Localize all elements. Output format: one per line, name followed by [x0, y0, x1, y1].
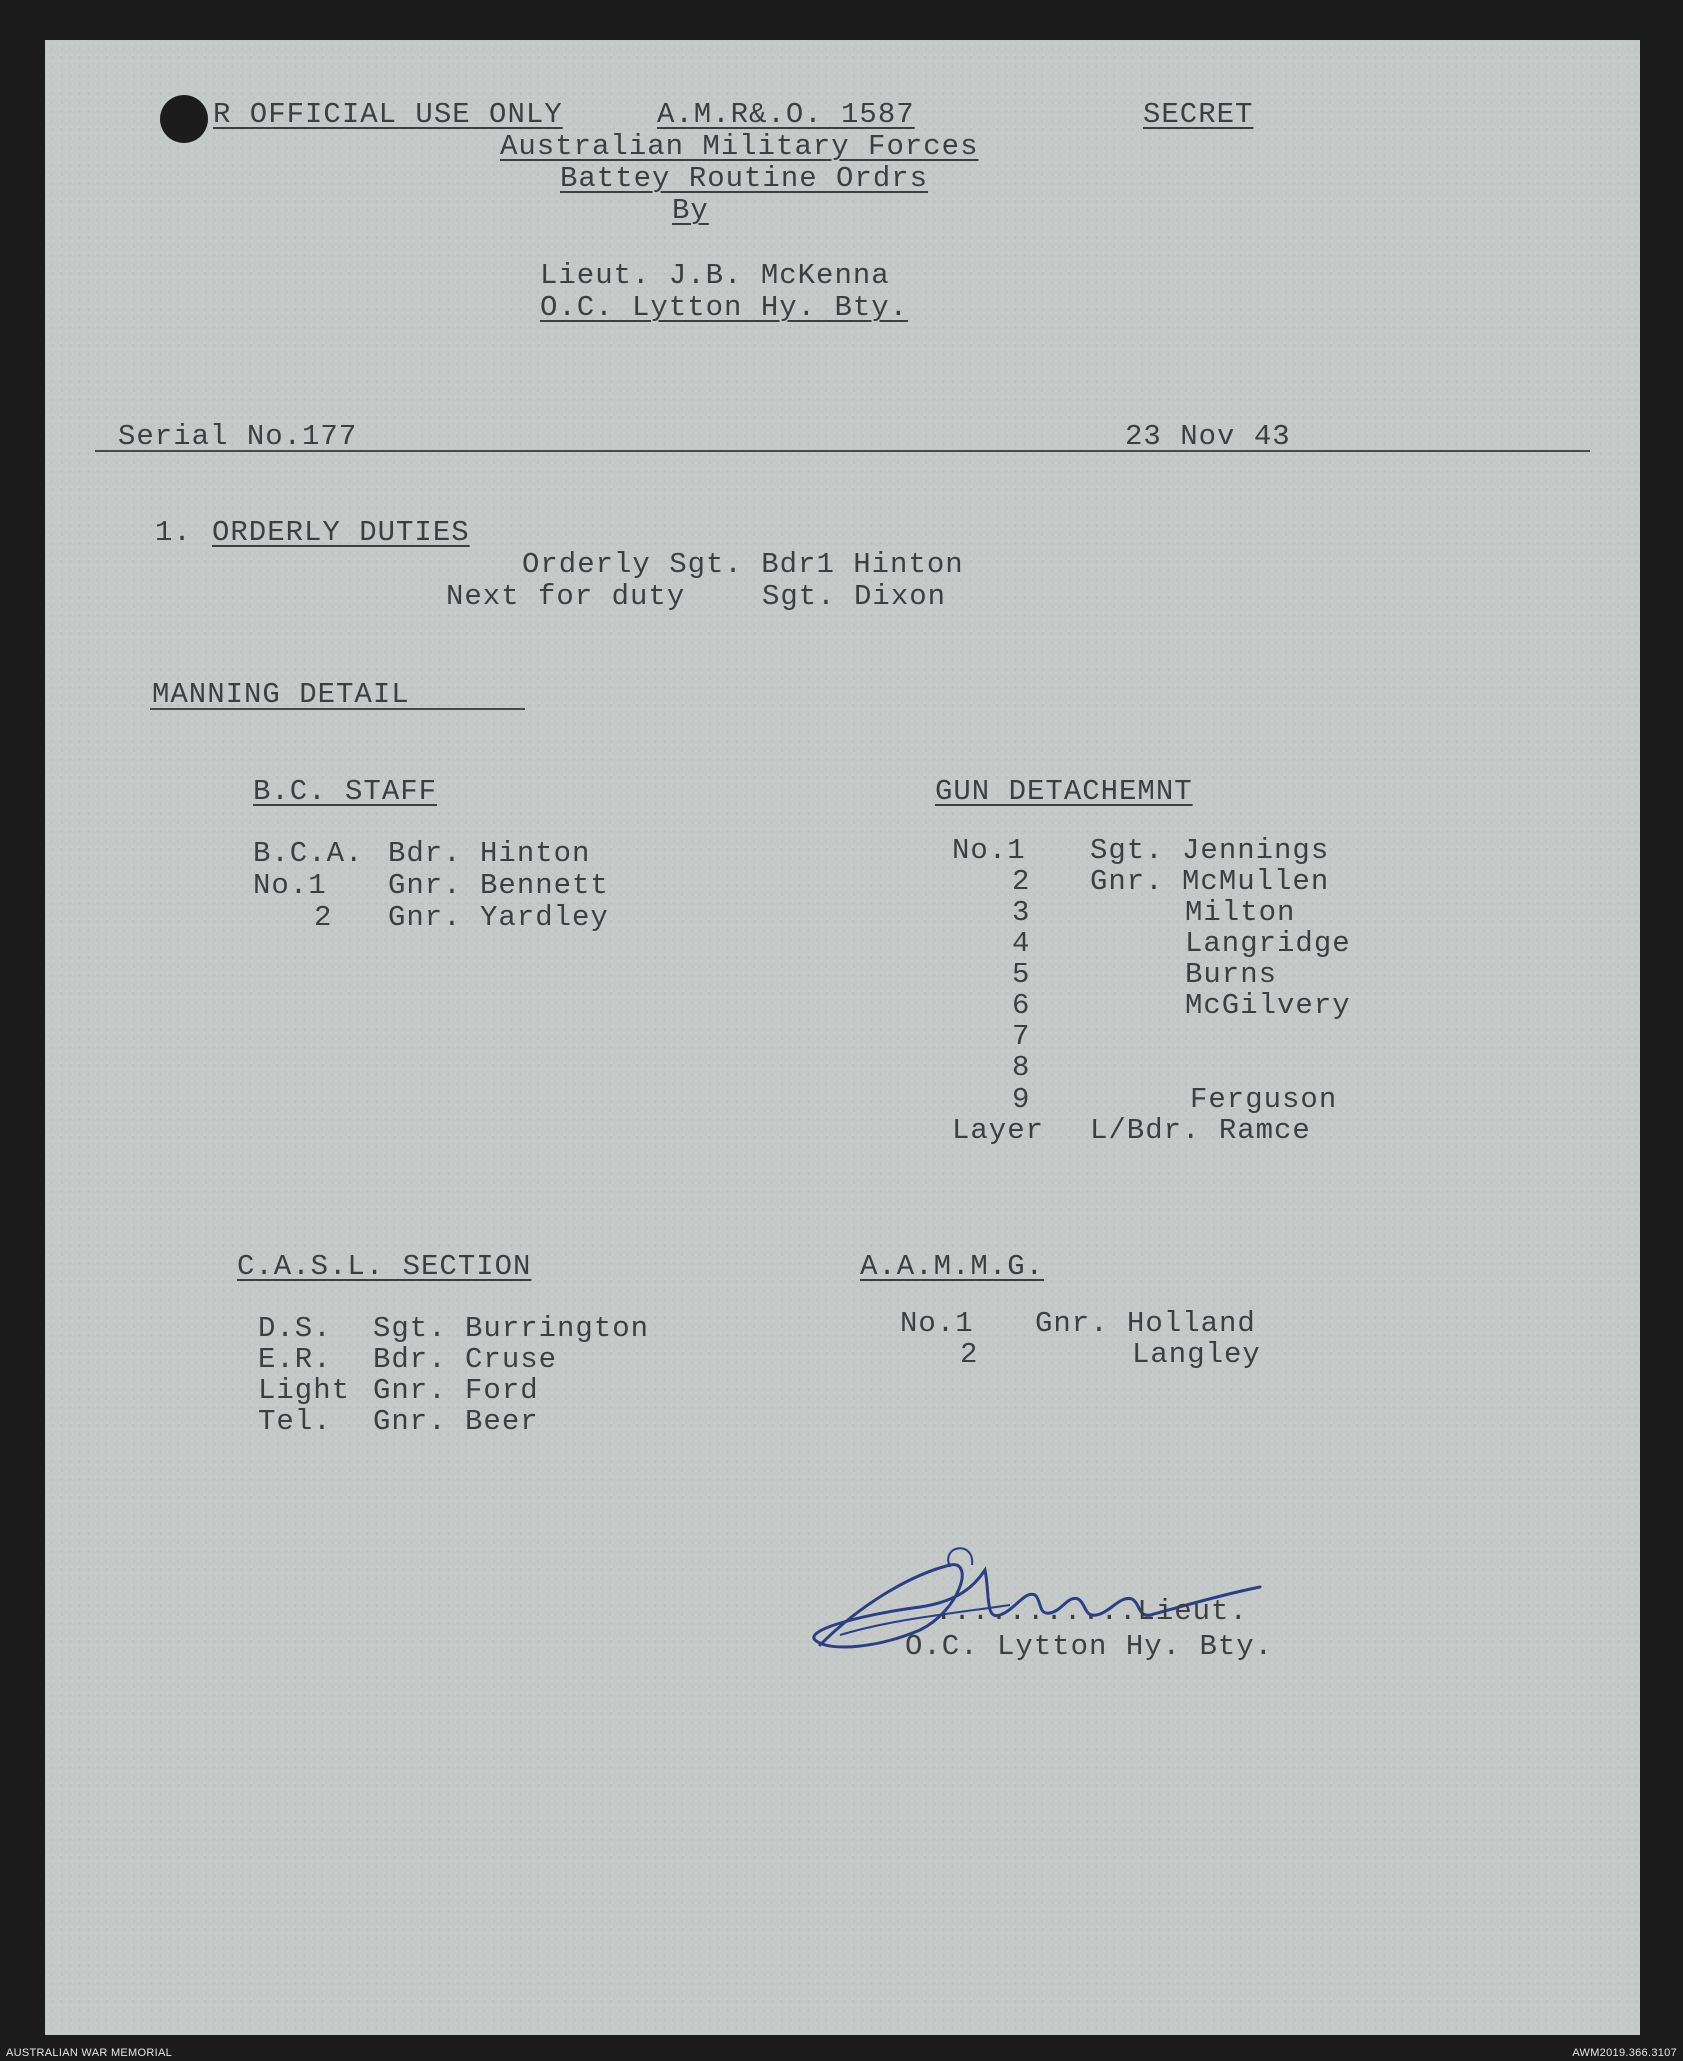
aammg-name: Gnr. Holland: [1035, 1307, 1256, 1340]
signature-title: O.C. Lytton Hy. Bty.: [905, 1630, 1274, 1663]
officer-command: O.C. Lytton Hy. Bty.: [540, 291, 909, 324]
title-line-3: By: [672, 194, 709, 227]
gun-position: 6: [1012, 989, 1031, 1022]
classification-label: SECRET: [1143, 98, 1254, 131]
bc-staff-name: Bdr. Hinton: [388, 837, 591, 870]
gun-position: 4: [1012, 927, 1031, 960]
bc-staff-position: 2: [314, 901, 333, 934]
gun-position: No.1: [952, 834, 1026, 867]
next-for-duty-label: Next for duty: [446, 580, 686, 613]
gun-position: 8: [1012, 1051, 1031, 1084]
orderly-duties-heading: ORDERLY DUTIES: [212, 516, 470, 549]
signature-line: ...........Lieut.: [935, 1595, 1248, 1628]
gun-crew-name: Burns: [1185, 958, 1278, 991]
reference-number: A.M.R&.O. 1587: [657, 98, 915, 131]
aammg-name: Langley: [1132, 1338, 1261, 1371]
bc-staff-position: B.C.A.: [253, 837, 364, 870]
archive-caption-left: AUSTRALIAN WAR MEMORIAL: [6, 2047, 173, 2059]
casl-position: E.R.: [258, 1343, 332, 1376]
section-number: 1.: [155, 516, 192, 549]
gun-detachment-heading: GUN DETACHEMNT: [935, 775, 1193, 808]
orderly-sgt-line: Orderly Sgt. Bdr1 Hinton: [522, 548, 964, 581]
gun-position: 9: [1012, 1083, 1031, 1116]
aammg-position: No.1: [900, 1307, 974, 1340]
punch-hole: [160, 95, 208, 143]
casl-name: Bdr. Cruse: [373, 1343, 558, 1376]
casl-position: Tel.: [258, 1405, 332, 1438]
bc-staff-name: Gnr. Bennett: [388, 869, 609, 902]
casl-name: Sgt. Burrington: [373, 1312, 650, 1345]
gun-crew-name: L/Bdr. Ramce: [1090, 1114, 1311, 1147]
aammg-position: 2: [960, 1338, 979, 1371]
gun-position: 2: [1012, 865, 1031, 898]
official-use-label: R OFFICIAL USE ONLY: [213, 98, 563, 131]
gun-crew-name: Langridge: [1185, 927, 1351, 960]
aammg-heading: A.A.M.M.G.: [860, 1250, 1045, 1283]
gun-crew-name: Ferguson: [1190, 1083, 1338, 1116]
gun-crew-name: McGilvery: [1185, 989, 1351, 1022]
order-date: 23 Nov 43: [1125, 420, 1291, 453]
gun-position: Layer: [952, 1114, 1045, 1147]
officer-name: Lieut. J.B. McKenna: [540, 259, 890, 292]
casl-name: Gnr. Beer: [373, 1405, 539, 1438]
casl-name: Gnr. Ford: [373, 1374, 539, 1407]
gun-crew-name: Milton: [1185, 896, 1296, 929]
gun-position: 5: [1012, 958, 1031, 991]
manning-detail-rule: [150, 708, 525, 710]
header-rule: [95, 450, 1590, 452]
title-line-1: Australian Military Forces: [500, 130, 979, 163]
archive-caption-right: AWM2019.366.3107: [1572, 2047, 1677, 2059]
gun-position: 7: [1012, 1020, 1031, 1053]
gun-crew-name: Sgt. Jennings: [1090, 834, 1330, 867]
title-line-2: Battey Routine Ordrs: [560, 162, 929, 195]
casl-position: D.S.: [258, 1312, 332, 1345]
serial-number: Serial No.177: [118, 420, 358, 453]
gun-crew-name: Gnr. McMullen: [1090, 865, 1330, 898]
casl-position: Light: [258, 1374, 351, 1407]
bc-staff-heading: B.C. STAFF: [253, 775, 438, 808]
document-page: [45, 40, 1640, 2035]
gun-position: 3: [1012, 896, 1031, 929]
next-for-duty-value: Sgt. Dixon: [762, 580, 947, 613]
bc-staff-position: No.1: [253, 869, 327, 902]
manning-detail-heading: MANNING DETAIL: [152, 678, 410, 711]
bc-staff-name: Gnr. Yardley: [388, 901, 609, 934]
casl-section-heading: C.A.S.L. SECTION: [237, 1250, 532, 1283]
